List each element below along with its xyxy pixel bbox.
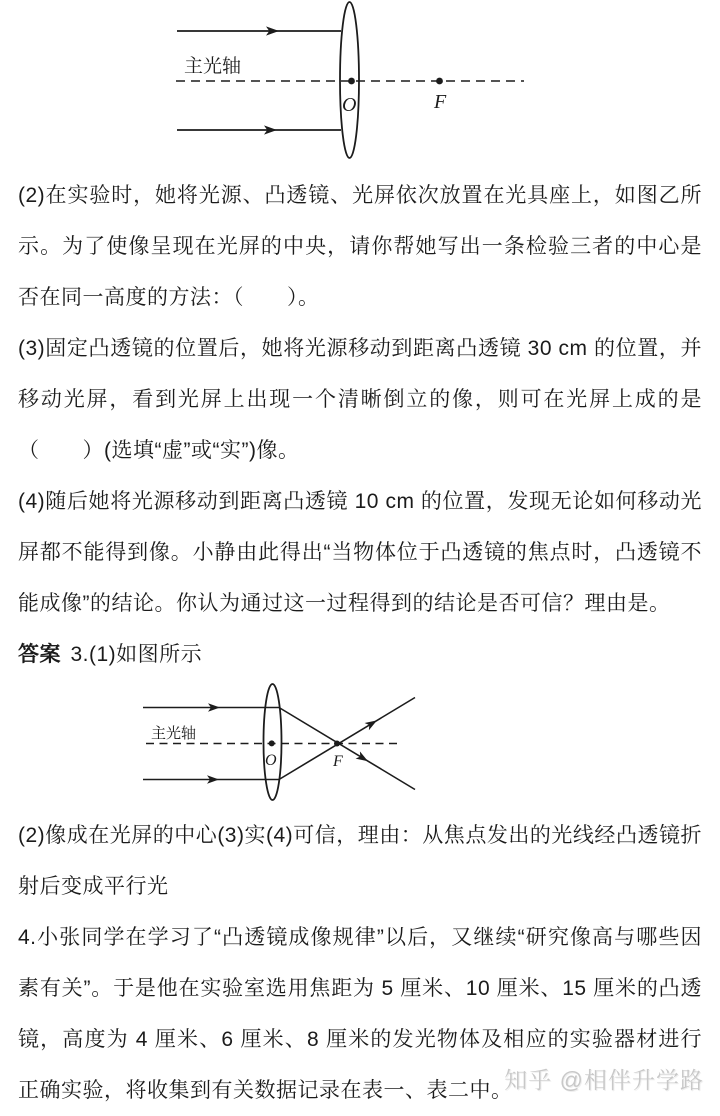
- question4-text: 4.小张同学在学习了“凸透镜成像规律”以后，又继续“研究像高与哪些因素有关”。于是他在实验室选用焦距为 5 厘米、10 厘米、15 厘米的凸透镜，高度为 4 厘米、6 厘米、8 厘米的发光物体及相应的实验器材进行正确实验，将收集到有关数据记录在表一、表二中。: [18, 926, 702, 1102]
- lens-diagram-answer: [135, 678, 427, 808]
- optical-center-label: O: [342, 94, 357, 116]
- optical-center-dot: [269, 740, 275, 746]
- lens-diagram-question: [120, 0, 600, 168]
- watermark: 知乎 @相伴升学路: [504, 1067, 704, 1093]
- focal-point-dot: [334, 741, 340, 747]
- optical-center-dot: [348, 78, 355, 85]
- focal-point-label: F: [434, 91, 447, 113]
- focal-point-label: F: [333, 753, 343, 770]
- problem-part4-text: (4)随后她将光源移动到距离凸透镜 10 cm 的位置，发现无论如何移动光屏都不能得到像。小静由此得出“当物体位于凸透镜的焦点时，凸透镜不能成像”的结论。你认为通过这一过程得到的结论是否可信？理由是。: [18, 490, 702, 615]
- refracted-ray-down: [279, 708, 415, 790]
- answer-text: (2)像成在光屏的中心(3)实(4)可信，理由：从焦点发出的光线经凸透镜折射后变成平行光: [18, 824, 702, 898]
- answer-intro: 3.(1)如图所示: [70, 643, 203, 666]
- lens-diagram-answer-svg: [135, 678, 427, 808]
- problem-part3-text: (3)固定凸透镜的位置后，她将光源移动到距离凸透镜 30 cm 的位置，并移动光屏，看到光屏上出现一个清晰倒立的像，则可在光屏上成的是（ ）(选填“虚”或“实”)像。: [18, 337, 702, 462]
- principal-axis-label: 主光轴: [184, 56, 242, 77]
- optical-center-label: O: [265, 752, 277, 769]
- ray-arrow-icon: [365, 717, 380, 730]
- ray-arrow-icon: [356, 751, 371, 764]
- refracted-ray-up: [279, 698, 415, 780]
- answer-heading: [18, 629, 702, 680]
- answer-label: 答案: [18, 643, 61, 666]
- focal-point-dot: [436, 78, 443, 85]
- lens-diagram-question-svg: [120, 0, 600, 168]
- principal-axis-label: 主光轴: [151, 725, 197, 742]
- problem-part2-text: (2)在实验时，她将光源、凸透镜、光屏依次放置在光具座上，如图乙所示。为了使像呈现在光屏的中央，请你帮她写出一条检验三者的中心是否在同一高度的方法：（ ）。: [18, 184, 702, 309]
